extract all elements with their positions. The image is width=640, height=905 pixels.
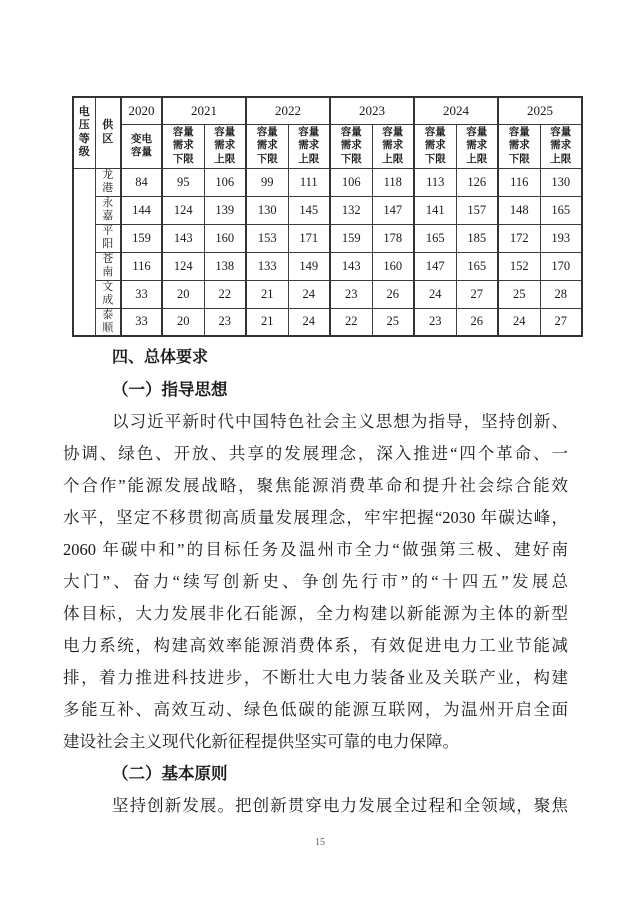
capacity-value-cell: 22: [330, 308, 372, 336]
capacity-value-cell: 95: [162, 168, 204, 196]
district-cell-line: 泰: [102, 308, 114, 321]
district-cell-line: 阳: [102, 238, 114, 250]
district-cell: [95, 224, 121, 252]
capacity-value-cell: 133: [246, 252, 288, 280]
demand-upper-header-cell: [456, 124, 498, 168]
capacity-value-cell: 147: [372, 196, 414, 224]
table-row: [73, 168, 582, 196]
district-cell: [95, 196, 121, 224]
supply-area-header-cell-line: 供: [102, 119, 114, 132]
district-cell-line: 顺: [102, 321, 114, 334]
district-cell-line: 永: [102, 197, 114, 209]
demand-lower-header-cell: [498, 124, 540, 168]
capacity-value-cell: 33: [121, 280, 162, 308]
demand-lower-header-cell-line: 下限: [508, 152, 530, 165]
voltage-level-header-cell-line: 等: [78, 132, 90, 145]
capacity-value-cell: 165: [456, 252, 498, 280]
voltage-level-header-cell-line: 级: [78, 146, 90, 159]
table-row: [73, 224, 582, 252]
demand-lower-header-cell-line: 下限: [172, 152, 194, 165]
page-content: [63, 342, 568, 822]
transformer-capacity-header-cell: [121, 124, 162, 168]
capacity-value-cell: 26: [372, 280, 414, 308]
capacity-value-cell: 22: [204, 280, 246, 308]
demand-upper-header-cell-line: 容量: [214, 125, 236, 138]
demand-upper-header-cell-line: 需求: [550, 139, 572, 152]
transformer-capacity-header-cell-line: 容量: [131, 146, 152, 158]
capacity-value-cell: 159: [330, 224, 372, 252]
capacity-value-cell: 124: [162, 252, 204, 280]
demand-upper-header-cell-line: 上限: [298, 152, 320, 165]
capacity-value-cell: 23: [414, 308, 456, 336]
capacity-value-cell: 152: [498, 252, 540, 280]
capacity-value-cell: 24: [288, 280, 330, 308]
capacity-value-cell: 124: [162, 196, 204, 224]
district-cell: [95, 280, 121, 308]
district-cell-line: 南: [102, 266, 114, 278]
paragraph-line: 电力系统，构建高效率能源消费体系，有效促进电力工业节能减: [63, 636, 568, 655]
capacity-value-cell: 145: [288, 196, 330, 224]
demand-upper-header-cell-line: 上限: [382, 152, 404, 165]
demand-upper-header-cell-line: 需求: [214, 139, 236, 152]
demand-upper-header-cell: [288, 124, 330, 168]
demand-upper-header-cell-line: 容量: [550, 125, 572, 138]
capacity-value-cell: 185: [456, 224, 498, 252]
year-header-cell: 2023: [330, 97, 414, 124]
page-number: 15: [315, 837, 325, 848]
district-cell: [95, 168, 121, 196]
demand-upper-header-cell: [540, 124, 582, 168]
demand-upper-header-cell-line: 需求: [466, 139, 488, 152]
demand-lower-header-cell: [414, 124, 456, 168]
capacity-value-cell: 148: [498, 196, 540, 224]
table-row: [73, 308, 582, 336]
capacity-value-cell: 84: [121, 168, 162, 196]
capacity-value-cell: 170: [540, 252, 582, 280]
demand-lower-header-cell-line: 需求: [508, 139, 530, 152]
capacity-value-cell: 28: [540, 280, 582, 308]
capacity-value-cell: 111: [288, 168, 330, 196]
capacity-value-cell: 20: [162, 280, 204, 308]
paragraph-line: 以习近平新时代中国特色社会主义思想为指导，坚持创新、: [112, 412, 568, 431]
capacity-value-cell: 165: [414, 224, 456, 252]
voltage-level-header-cell: [73, 97, 95, 168]
voltage-level-header-cell-line: 压: [78, 119, 90, 132]
demand-lower-header-cell: [246, 124, 288, 168]
year-header-cell: 2020: [121, 97, 162, 124]
district-cell-line: 平: [102, 225, 114, 237]
paragraph-line: 2060 年碳中和”的目标任务及温州市全力“做强第三极、建好南: [63, 540, 568, 559]
table-row: [73, 196, 582, 224]
capacity-value-cell: 143: [330, 252, 372, 280]
demand-upper-header-cell-line: 容量: [298, 125, 320, 138]
demand-lower-header-cell-line: 容量: [256, 125, 278, 138]
capacity-value-cell: 24: [498, 308, 540, 336]
capacity-value-cell: 24: [414, 280, 456, 308]
capacity-value-cell: 27: [456, 280, 498, 308]
capacity-value-cell: 23: [204, 308, 246, 336]
capacity-value-cell: 99: [246, 168, 288, 196]
capacity-value-cell: 126: [456, 168, 498, 196]
year-header-cell: 2022: [246, 97, 330, 124]
capacity-value-cell: 149: [288, 252, 330, 280]
paragraph-line: 个合作”能源发展战略，聚焦能源消费革命和提升社会综合能效: [63, 476, 568, 495]
district-cell: [95, 308, 121, 336]
table-row: [73, 252, 582, 280]
voltage-level-header-cell-line: 电: [78, 105, 90, 118]
capacity-value-cell: 25: [372, 308, 414, 336]
capacity-value-cell: 193: [540, 224, 582, 252]
demand-lower-header-cell-line: 容量: [340, 125, 362, 138]
capacity-value-cell: 132: [330, 196, 372, 224]
section-heading: 四、总体要求: [112, 349, 209, 366]
capacity-value-cell: 147: [414, 252, 456, 280]
capacity-value-cell: 160: [204, 224, 246, 252]
paragraph-line: 水平，坚定不移贯彻高质量发展理念，牢牢把握“2030 年碳达峰，: [63, 508, 568, 527]
capacity-value-cell: 130: [540, 168, 582, 196]
capacity-value-cell: 160: [372, 252, 414, 280]
capacity-value-cell: 138: [204, 252, 246, 280]
table-row: [73, 280, 582, 308]
capacity-value-cell: 178: [372, 224, 414, 252]
capacity-value-cell: 33: [121, 308, 162, 336]
district-cell-line: 成: [102, 294, 114, 306]
demand-upper-header-cell: [204, 124, 246, 168]
paragraph-line: 体目标，大力发展非化石能源，全力构建以新能源为主体的新型: [63, 604, 568, 623]
district-cell-line: 港: [102, 182, 114, 194]
capacity-value-cell: 21: [246, 280, 288, 308]
capacity-value-cell: 157: [456, 196, 498, 224]
supply-area-header-cell-line: 区: [102, 132, 114, 145]
paragraph-line: 坚持创新发展。把创新贯穿电力发展全过程和全领域，聚焦: [112, 796, 568, 815]
capacity-value-cell: 23: [330, 280, 372, 308]
capacity-value-cell: 171: [288, 224, 330, 252]
paragraph-line: 建设社会主义现代化新征程提供坚实可靠的电力保障。: [63, 732, 459, 751]
demand-lower-header-cell-line: 下限: [424, 152, 446, 165]
district-cell-line: 龙: [102, 169, 114, 181]
demand-upper-header-cell-line: 上限: [466, 152, 488, 165]
capacity-table: [72, 96, 583, 337]
transformer-capacity-header-cell-line: 变电: [131, 132, 152, 145]
paragraph-line: 排，着力推进科技进步，不断壮大电力装备业及关联产业，构建: [63, 668, 568, 687]
demand-upper-header-cell-line: 上限: [550, 152, 572, 165]
demand-lower-header-cell-line: 容量: [508, 125, 530, 138]
capacity-value-cell: 153: [246, 224, 288, 252]
paragraph-line: 多能互补、高效互动、绿色低碳的能源互联网，为温州开启全面: [63, 700, 568, 719]
district-cell-line: 文: [102, 281, 114, 293]
capacity-value-cell: 143: [162, 224, 204, 252]
year-header-cell: 2025: [498, 97, 582, 124]
paragraph-line: 协调、绿色、开放、共享的发展理念，深入推进“四个革命、一: [63, 444, 568, 463]
demand-upper-header-cell-line: 容量: [466, 125, 488, 138]
capacity-value-cell: 106: [204, 168, 246, 196]
demand-lower-header-cell-line: 下限: [256, 152, 278, 165]
demand-upper-header-cell: [372, 124, 414, 168]
capacity-value-cell: 20: [162, 308, 204, 336]
demand-lower-header-cell: [330, 124, 372, 168]
capacity-value-cell: 165: [540, 196, 582, 224]
capacity-value-cell: 130: [246, 196, 288, 224]
capacity-value-cell: 159: [121, 224, 162, 252]
capacity-value-cell: 116: [498, 168, 540, 196]
capacity-value-cell: 141: [414, 196, 456, 224]
capacity-value-cell: 27: [540, 308, 582, 336]
supply-area-header-cell: [95, 97, 121, 168]
demand-upper-header-cell-line: 容量: [382, 125, 404, 138]
district-cell-line: 苍: [102, 253, 114, 265]
capacity-value-cell: 24: [288, 308, 330, 336]
demand-upper-header-cell-line: 需求: [298, 139, 320, 152]
subsection-heading-2: （二）基本原则: [112, 764, 228, 783]
capacity-value-cell: 21: [246, 308, 288, 336]
demand-upper-header-cell-line: 上限: [214, 152, 236, 165]
demand-lower-header-cell: [162, 124, 204, 168]
year-header-cell: 2024: [414, 97, 498, 124]
demand-lower-header-cell-line: 容量: [172, 125, 194, 138]
demand-lower-header-cell-line: 需求: [172, 139, 194, 152]
demand-upper-header-cell-line: 需求: [382, 139, 404, 152]
district-cell-line: 嘉: [102, 210, 114, 222]
table-header-year-row: [73, 97, 582, 124]
year-header-cell: 2021: [162, 97, 246, 124]
capacity-value-cell: 25: [498, 280, 540, 308]
demand-lower-header-cell-line: 需求: [340, 139, 362, 152]
voltage-level-value-cell: [73, 168, 95, 336]
demand-lower-header-cell-line: 需求: [424, 139, 446, 152]
demand-lower-header-cell-line: 下限: [340, 152, 362, 165]
subsection-heading-1: （一）指导思想: [112, 380, 228, 399]
district-cell: [95, 252, 121, 280]
capacity-value-cell: 144: [121, 196, 162, 224]
paragraph-line: 大门”、奋力“续写创新史、争创先行市”的“十四五”发展总: [63, 572, 568, 591]
capacity-value-cell: 116: [121, 252, 162, 280]
capacity-value-cell: 106: [330, 168, 372, 196]
capacity-value-cell: 118: [372, 168, 414, 196]
capacity-value-cell: 113: [414, 168, 456, 196]
demand-lower-header-cell-line: 需求: [256, 139, 278, 152]
paragraph-guiding-ideology: [63, 406, 568, 758]
paragraph-basic-principles: [63, 790, 568, 822]
demand-lower-header-cell-line: 容量: [424, 125, 446, 138]
capacity-value-cell: 26: [456, 308, 498, 336]
capacity-value-cell: 172: [498, 224, 540, 252]
table-header-sub-row: [73, 124, 582, 168]
capacity-value-cell: 139: [204, 196, 246, 224]
